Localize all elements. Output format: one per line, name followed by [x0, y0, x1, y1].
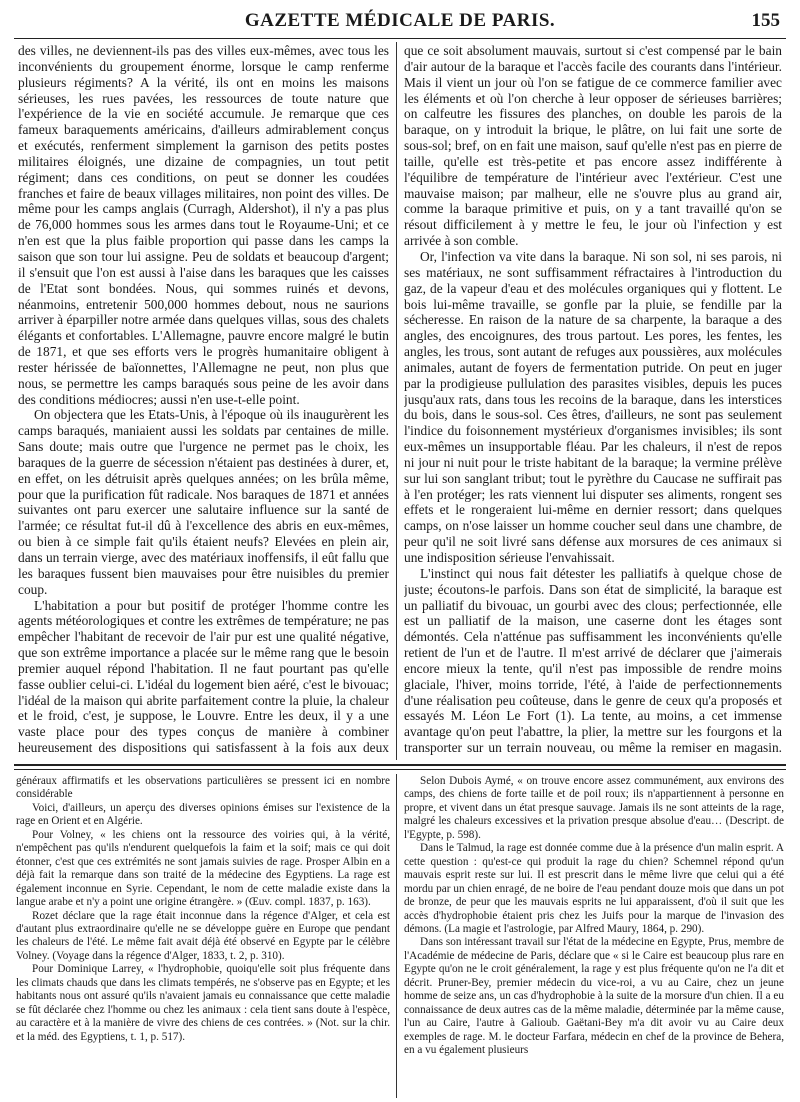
journal-title: GAZETTE MÉDICALE DE PARIS.	[244, 10, 556, 31]
header-rule	[14, 38, 786, 39]
section-rule-thin	[14, 769, 786, 770]
bottom-column-right	[404, 775, 784, 1097]
paragraph: Or, l'infection va vite dans la baraque. Ni son sol, ni ses parois, ni ses matériaux, ne sont suffisamment réfractaires à l'introduction du gaz, de la vapeur d'eau et des molécules organiques qui y flottent. Le bois lui-même travaille, se gonfle par la pluie, se fendille par la sécheresse. En raison de la nature de sa charpente, la baraque a des angles, des encoignures, des trous partout. Les pores, les fentes, les angles, les trous, sont autant de refuges aux poussières, aux molécules animales, autant de foyers de fermentation putride. On peut en juger par la prodigieuse pullulation des parasites visibles, depuis les puces jusqu'aux rats, dans tous les recoins de la baraque, dans les interstices du bois, dans le sous-sol. Ces êtres, d'ailleurs, ne sont pas seulement l'indice du foisonnement mystérieux d'organismes invisibles; ils sont eux-mêmes un insupportable fléau. Par les chaleurs, il n'est de repos ni jour ni nuit pour le triste habitant de la baraque; la vermine prélève sur lui son sanglant tribut; tout le pyrèthre du Caucase ne suffirait pas à l'en protéger; les rats viennent lui disputer ses aliments, rongent ses effets et le rongeraient lui-même en dernier ressort; dans quelques camps, on n'ose laisser un homme coucher seul dans une chambre, de peur qu'il ne soit livré sans défense aux morsures de ces animaux si une indisposition sérieuse l'envahissait.	[404, 248, 782, 565]
paragraph: Pour Volney, « les chiens ont la ressource des voiries qui, à la vérité, n'empêchent pas qu'ils n'endurent quelquefois la faim et la soif; mais ce qui doit étonner, c'est que ces extrémités ne sont jamais suivies de rage. Prosper Albin en a déjà fait la remarque dans son traité de la médecine des Egyptiens. La rage est également inconnue en Syrie. Cependant, le nom de cette maladie existe dans la langue arabe et n'y a point une origine étrangère. » (Œuv. compl. 1837, p. 163).	[16, 828, 390, 909]
column-divider	[396, 42, 397, 760]
page-header	[14, 4, 786, 38]
paragraph: On objectera que les Etats-Unis, à l'époque où ils inaugurèrent les camps baraqués, maniaient aussi les soldats par centaines de mille. Sans doute; mais outre que l'urgence ne permet pas le choix, les baraques de la guerre de sécession n'étaient pas destinées à durer, et, en effet, on les détruisit après quelques années; on les brûla même, pour que la purification fût radicale. Nos baraques de 1871 et années suivantes ont paru exercer une salutaire influence sur la santé de l'armée; ce résultat fut-il dû à l'excellence des abris en eux-mêmes, ou bien à ce simple fait qu'ils étaient neufs? Elevées en plein air, dans un terrain vierge, avec des matériaux inoffensifs, il eût fallu que les baraques fussent bien mauvaises pour être nuisibles du premier coup.	[18, 407, 389, 597]
paragraph: Pour Dominique Larrey, « l'hydrophobie, quoiqu'elle soit plus fréquente dans les climats chauds que dans les climats tempérés, ne s'observe pas en Egypte; et les habitants nous ont assuré qu'ils n'avaient jamais eu connaissance que cette maladie se fût déclarée chez l'homme ou chez les animaux : cela tient sans doute à l'espèce, au caractère et à la manière de vivre des chiens de ces contrées. » (Not. sur la chir. et la méd. des Egyptiens, t. 1, p. 517).	[16, 963, 390, 1043]
top-column-left	[18, 43, 389, 757]
page-number: 155	[751, 10, 780, 31]
paragraph: généraux affirmatifs et les observations particulières se pressent ici en nombre considérable	[16, 775, 390, 801]
paragraph: des villes, ne deviennent-ils pas des villes eux-mêmes, avec tous les inconvénients du groupement énorme, lorsque le camp renferme plusieurs régiments? A la vérité, ils ont en moins les maisons sérieuses, les rues pavées, les ressources de toute nature que l'expérience de la vie en société accumule. Je remarque que ces fameux baraquements américains, d'ailleurs admirablement conçus et exécutés, renferment simplement la garnison des petits postes militaires éloignés, une dizaine de compagnies, un tout petit régiment; dans ces conditions, on peut se donner les coudées franches et faire de beaux villages militaires, non point des villes. De même pour les camps anglais (Curragh, Aldershot), il n'y a pas plus de 76,000 hommes sous les armes dans tout le Royaume-Uni; et ce n'en est que la plus faible proportion qui passe dans les camps la saison que son tour lui assigne. Peu de soldats et beaucoup d'argent; il s'ensuit que l'on est aussi à l'aise dans les baraques que les caisses de l'Etat sont bondées. Nous, qui sommes ruinés et devons, néanmoins, entretenir 500,000 hommes debout, nous ne saurions arriver à éparpiller notre armée dans quelques villas, sous des chalets élégants et confortables. L'Allemagne, pauvre encore malgré le butin de 1871, et que ses efforts vers le progrès humanitaire obligent à rester hérissée de baïonnettes, l'Allemagne ne peut, non plus que nous, se permettre les camps baraqués sous peine de les avoir dans des conditions médiocres; aussi n'en use-t-elle point.	[18, 43, 389, 407]
paragraph: Dans le Talmud, la rage est donnée comme due à la présence d'un malin esprit. A cette question : qu'est-ce qui produit la rage du chien? Schemnel répond qu'un mauvais esprit reste sur lui. Il est prescrit dans le même livre que celui qui a été mordu par un chien enragé, de ne boire de l'eau pendant douze mois que dans un pot de bronze, de peur que les mauvais esprits ne lui apparaissent, d'où il suit que les accès d'hydrophobie étaient pris chez les Juifs pour la marque de l'invasion des démons. (La magie et l'astrologie, par Alfred Maury, 1864, p. 290).	[404, 842, 784, 935]
paragraph: L'habitation a pour but positif de protéger l'homme contre les agents météorologiques et contre les extrêmes de température; ne pas empêcher l'habitant de recevoir de l'air pur est une qualité négative, que son extrême importance a placée sur le même rang que le besoin premier auquel répond l'habitation. Il ne faut pourtant pas qu'elle fasse oublier celui-ci. L'idéal du logement bien aéré, c'est le bivouac; l'idéal de la maison qui abrite parfaitement contre la pluie, la chaleur et le froid, c'est, je suppose, le Louvre. Entre les deux, il y a une vaste place pour des types conçus de manière à combiner heureusement des dispositions qui satisfassent à la fois aux deux	[18, 597, 389, 756]
paragraph: Selon Dubois Aymé, « on trouve encore assez communément, aux environs des camps, des chiens de forte taille et de poil roux; ils n'appartiennent à personne en propre, et vivent dans un état presque sauvage. Jamais ils ne sont atteints de la rage, malgré les chaleurs excessives et la privation presque absolue d'eau… (Descript. de l'Egypte, p. 598).	[404, 775, 784, 841]
column-divider	[396, 774, 397, 1098]
section-rule	[14, 764, 786, 766]
paragraph: Voici, d'ailleurs, un aperçu des diverses opinions émises sur l'existence de la rage en Orient et en Algérie.	[16, 801, 390, 828]
paragraph: Rozet déclare que la rage était inconnue dans la régence d'Alger, et cela est d'autant plus extraordinaire qu'elle ne se développe guère en Europe que pendant les chaleurs de l'été. Le même fait avait déjà été observé en Egypte par le célèbre Volney. (Voyage dans la régence d'Alger, 1833, t. 2, p. 310).	[16, 909, 390, 962]
top-column-right	[404, 43, 782, 757]
paragraph: Dans son intéressant travail sur l'état de la médecine en Egypte, Prus, membre de l'Académie de médecine de Paris, déclare que « si le Caire est beaucoup plus rare en Egypte qu'on ne le croit généralement, la rage y est plus fréquente qu'on ne l'a dit et décrit. Pruner-Bey, premier médecin du vice-roi, a vu au Caire, chez un jeune homme de seize ans, un cas d'hydrophobie à la suite de la morsure d'un chien. Il a eu connaissance de deux autres cas de la même maladie, déterminée par la même cause, l'un au Caire, l'autre à Galioub. Gaëtani-Bey m'a dit avoir vu au Caire deux exemples de rage. M. le docteur Farfara, médecin en chef de la province de Behera, en a vu également plusieurs	[404, 936, 784, 1057]
paragraph: que ce soit absolument mauvais, surtout si c'est compensé par le bain d'air autour de la baraque et l'accès facile des courants dans l'intérieur. Mais il vient un jour où l'on se fatigue de ce commerce familier avec les éléments et où l'on cherche à leur opposer de sérieuses barrières; on calfeutre les fissures des planches, on double les parois de la baraque, on y introduit la brique, le plâtre, on lui fait une sorte de sous-sol; bref, on en fait une maison, sauf qu'elle n'est pas en pierre de taille, qu'elle est très-petite et pas encore assez indifférente à l'équilibre de température de l'intérieur avec l'extérieur. C'est une mauvaise maison; par malheur, elle ne s'ouvre plus au grand air, comme la baraque primitive et puis, on y a tant travaillé qu'on se résout difficilement à y mettre le feu, le jour où l'infection y est arrivée à son comble.	[404, 43, 782, 249]
paragraph: L'instinct qui nous fait détester les palliatifs à quelque chose de juste; écoutons-le parfois. Dans son état de simplicité, la baraque est un palliatif du bivouac, un gourbi avec des clous; perfectionnée, elle est un palliatif de la maison, une caserne dont les étages sont démontés. Cela n'atténue pas suffisamment les inconvénients qu'elle retient de l'un et de l'autre. Il m'est arrivé de déclarer que j'aimerais encore mieux la tente, qu'il n'est pas impossible de rendre moins glaciale, l'hiver, moins torride, l'été, à l'aide de perfectionnements d'une réalisation peu coûteuse, dans le genre de ceux qu'a proposés et essayés M. Léon Le Fort (1). La tente, au moins, a cet immense avantage qu'on peut l'abattre, la plier, la mettre sur les fourgons et la transporter sur un terrain nouveau, ou même la remiser en magasin.	[404, 565, 782, 756]
bottom-column-left	[16, 775, 390, 1097]
